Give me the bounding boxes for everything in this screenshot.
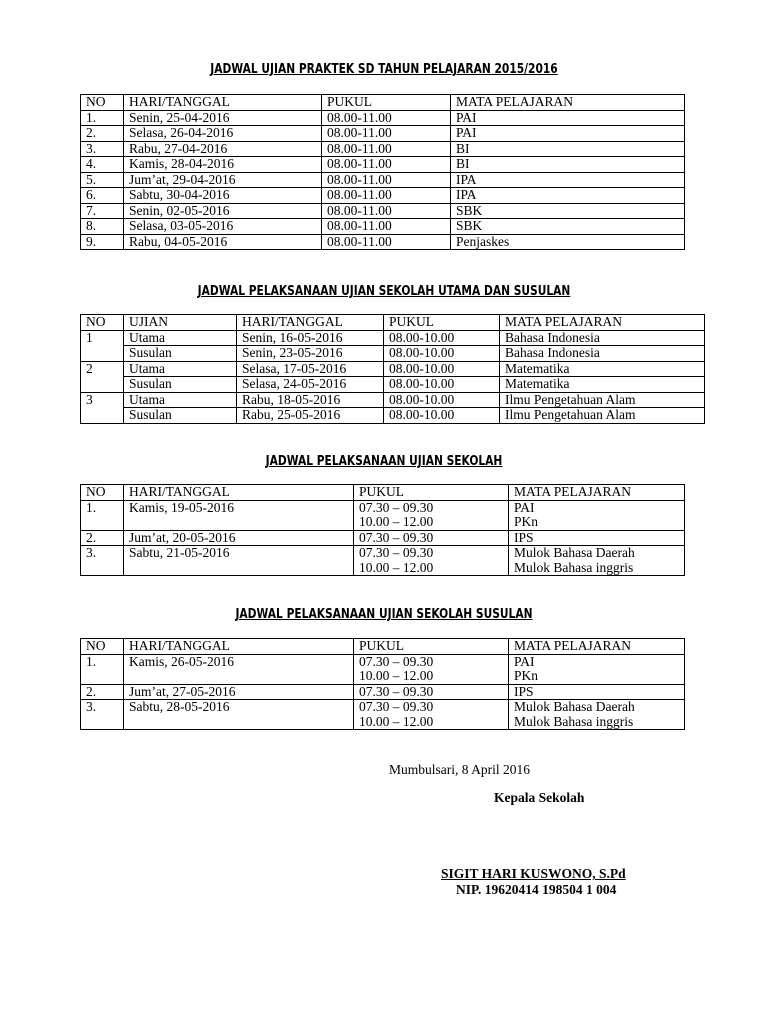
table-cell: 08.00-11.00	[322, 141, 451, 157]
table-cell	[124, 561, 354, 576]
table-row	[81, 126, 685, 142]
table-row	[81, 715, 685, 730]
title-ujian-praktek: JADWAL UJIAN PRAKTEK SD TAHUN PELAJARAN 2015/2016	[210, 62, 558, 77]
title-ujian-susulan: JADWAL PELAKSANAAN UJIAN SEKOLAH SUSULAN	[235, 607, 533, 622]
table-cell: SBK	[451, 219, 685, 235]
table-row	[81, 392, 705, 408]
table-cell: Ilmu Pengetahuan Alam	[500, 392, 705, 408]
table-cell: 08.00-11.00	[322, 219, 451, 235]
table-cell: 10.00 – 12.00	[354, 515, 509, 530]
table-cell: Senin, 16-05-2016	[237, 330, 384, 346]
table-cell: Mulok Bahasa Daerah	[509, 700, 685, 715]
table-cell: 3.	[81, 141, 124, 157]
table-cell	[81, 669, 124, 684]
table-cell	[81, 561, 124, 576]
table-ujian-utama-susulan	[80, 314, 705, 424]
table-cell: Susulan	[124, 346, 237, 362]
table-cell: 08.00-11.00	[322, 234, 451, 250]
table-row	[81, 157, 685, 173]
table-row	[81, 654, 685, 669]
table-cell: Utama	[124, 392, 237, 408]
table-row	[81, 172, 685, 188]
table-cell: Kamis, 26-05-2016	[124, 654, 354, 669]
table-row	[81, 203, 685, 219]
table-cell: Bahasa Indonesia	[500, 346, 705, 362]
table-cell: Kamis, 28-04-2016	[124, 157, 322, 173]
table-row	[81, 346, 705, 362]
place-date: Mumbulsari, 8 April 2016	[389, 762, 530, 777]
table-cell: 6.	[81, 188, 124, 204]
table-row	[81, 546, 685, 561]
table-cell	[124, 669, 354, 684]
table-row	[81, 141, 685, 157]
table-cell: BI	[451, 141, 685, 157]
column-header: MATA PELAJARAN	[451, 95, 685, 111]
title-ujian-sekolah: JADWAL PELAKSANAAN UJIAN SEKOLAH	[265, 454, 503, 469]
table-cell: 07.30 – 09.30	[354, 500, 509, 515]
table-cell: BI	[451, 157, 685, 173]
table-cell: Matematika	[500, 377, 705, 393]
table-cell: Rabu, 04-05-2016	[124, 234, 322, 250]
table-cell: 9.	[81, 234, 124, 250]
table-cell: Penjaskes	[451, 234, 685, 250]
table-row	[81, 110, 685, 126]
table-cell: Selasa, 26-04-2016	[124, 126, 322, 142]
column-header: NO	[81, 639, 124, 655]
table-cell: Susulan	[124, 377, 237, 393]
table-cell	[81, 515, 124, 530]
table-cell: Selasa, 24-05-2016	[237, 377, 384, 393]
title-ujian-utama-susulan: JADWAL PELAKSANAAN UJIAN SEKOLAH UTAMA DAN SUSULAN	[197, 284, 571, 299]
table-cell: 10.00 – 12.00	[354, 669, 509, 684]
table-cell: 07.30 – 09.30	[354, 546, 509, 561]
table-cell: 08.00-11.00	[322, 126, 451, 142]
table-cell: 07.30 – 09.30	[354, 684, 509, 700]
table-cell	[81, 346, 124, 362]
table-cell: 3.	[81, 546, 124, 561]
table-cell: PAI	[509, 500, 685, 515]
table-cell: Sabtu, 30-04-2016	[124, 188, 322, 204]
table-cell: 08.00-11.00	[322, 188, 451, 204]
table-cell: 1.	[81, 110, 124, 126]
table-cell: 2.	[81, 684, 124, 700]
table-cell: Sabtu, 28-05-2016	[124, 700, 354, 715]
table-cell: 4.	[81, 157, 124, 173]
table-cell: 5.	[81, 172, 124, 188]
table-cell: 08.00-11.00	[322, 157, 451, 173]
table-cell: Susulan	[124, 408, 237, 424]
table-cell: Jum’at, 29-04-2016	[124, 172, 322, 188]
table-cell: Utama	[124, 330, 237, 346]
table-cell: Senin, 25-04-2016	[124, 110, 322, 126]
table-cell: 1.	[81, 500, 124, 515]
table-cell: Ilmu Pengetahuan Alam	[500, 408, 705, 424]
table-cell: 07.30 – 09.30	[354, 700, 509, 715]
table-header-row	[81, 315, 705, 331]
table-cell: IPS	[509, 684, 685, 700]
table-cell: SBK	[451, 203, 685, 219]
column-header: NO	[81, 95, 124, 111]
table-header-row	[81, 639, 685, 655]
table-cell: 08.00-10.00	[384, 377, 500, 393]
table-row	[81, 219, 685, 235]
table-cell: 10.00 – 12.00	[354, 715, 509, 730]
table-header-row	[81, 485, 685, 501]
table-cell: Kamis, 19-05-2016	[124, 500, 354, 515]
table-cell: Mulok Bahasa Daerah	[509, 546, 685, 561]
table-cell: 1	[81, 330, 124, 346]
table-cell	[124, 515, 354, 530]
table-cell: 1.	[81, 654, 124, 669]
table-cell: 3	[81, 392, 124, 408]
table-cell: 08.00-10.00	[384, 408, 500, 424]
column-header: MATA PELAJARAN	[509, 639, 685, 655]
column-header: PUKUL	[354, 639, 509, 655]
table-cell: Senin, 02-05-2016	[124, 203, 322, 219]
table-cell: PAI	[509, 654, 685, 669]
table-ujian-susulan	[80, 638, 685, 730]
table-cell: 08.00-11.00	[322, 172, 451, 188]
signature-name: SIGIT HARI KUSWONO, S.Pd	[441, 866, 626, 881]
signature-nip: NIP. 19620414 198504 1 004	[456, 882, 617, 897]
table-cell: Senin, 23-05-2016	[237, 346, 384, 362]
table-cell: 08.00-10.00	[384, 346, 500, 362]
column-header: HARI/TANGGAL	[124, 485, 354, 501]
column-header: PUKUL	[354, 485, 509, 501]
table-cell: 08.00-11.00	[322, 110, 451, 126]
table-row	[81, 361, 705, 377]
column-header: PUKUL	[322, 95, 451, 111]
table-row	[81, 561, 685, 576]
table-cell: Matematika	[500, 361, 705, 377]
column-header: NO	[81, 485, 124, 501]
table-cell: PKn	[509, 515, 685, 530]
table-cell: Selasa, 17-05-2016	[237, 361, 384, 377]
column-header: NO	[81, 315, 124, 331]
table-cell: 2	[81, 361, 124, 377]
table-cell: 08.00-11.00	[322, 203, 451, 219]
table-cell: Mulok Bahasa inggris	[509, 561, 685, 576]
table-row	[81, 234, 685, 250]
table-cell: IPA	[451, 188, 685, 204]
table-row	[81, 530, 685, 546]
table-cell: PAI	[451, 110, 685, 126]
table-header-row	[81, 95, 685, 111]
table-cell	[81, 377, 124, 393]
column-header: PUKUL	[384, 315, 500, 331]
table-cell	[81, 408, 124, 424]
column-header: HARI/TANGGAL	[124, 95, 322, 111]
table-row	[81, 669, 685, 684]
column-header: HARI/TANGGAL	[237, 315, 384, 331]
table-cell: PKn	[509, 669, 685, 684]
table-cell: Rabu, 25-05-2016	[237, 408, 384, 424]
table-cell: 07.30 – 09.30	[354, 654, 509, 669]
table-cell: 8.	[81, 219, 124, 235]
table-cell: IPA	[451, 172, 685, 188]
table-row	[81, 700, 685, 715]
table-cell: IPS	[509, 530, 685, 546]
table-cell: Rabu, 27-04-2016	[124, 141, 322, 157]
table-cell: 3.	[81, 700, 124, 715]
table-cell: Mulok Bahasa inggris	[509, 715, 685, 730]
table-cell: 2.	[81, 126, 124, 142]
table-cell: 10.00 – 12.00	[354, 561, 509, 576]
table-cell: 08.00-10.00	[384, 392, 500, 408]
table-row	[81, 500, 685, 515]
column-header: MATA PELAJARAN	[509, 485, 685, 501]
table-cell: Utama	[124, 361, 237, 377]
table-ujian-sekolah	[80, 484, 685, 576]
column-header: MATA PELAJARAN	[500, 315, 705, 331]
table-cell: Selasa, 03-05-2016	[124, 219, 322, 235]
table-ujian-praktek	[80, 94, 685, 250]
table-cell: 08.00-10.00	[384, 330, 500, 346]
table-cell: Jum’at, 27-05-2016	[124, 684, 354, 700]
table-row	[81, 515, 685, 530]
table-cell: Rabu, 18-05-2016	[237, 392, 384, 408]
table-row	[81, 188, 685, 204]
column-header: HARI/TANGGAL	[124, 639, 354, 655]
table-cell	[124, 715, 354, 730]
table-row	[81, 684, 685, 700]
table-cell: 7.	[81, 203, 124, 219]
table-cell: 08.00-10.00	[384, 361, 500, 377]
column-header: UJIAN	[124, 315, 237, 331]
table-row	[81, 377, 705, 393]
table-cell: Bahasa Indonesia	[500, 330, 705, 346]
table-cell: Sabtu, 21-05-2016	[124, 546, 354, 561]
table-cell: Jum’at, 20-05-2016	[124, 530, 354, 546]
table-row	[81, 408, 705, 424]
signature-role: Kepala Sekolah	[494, 790, 585, 805]
table-cell: 07.30 – 09.30	[354, 530, 509, 546]
table-row	[81, 330, 705, 346]
table-cell: 2.	[81, 530, 124, 546]
table-cell	[81, 715, 124, 730]
table-cell: PAI	[451, 126, 685, 142]
